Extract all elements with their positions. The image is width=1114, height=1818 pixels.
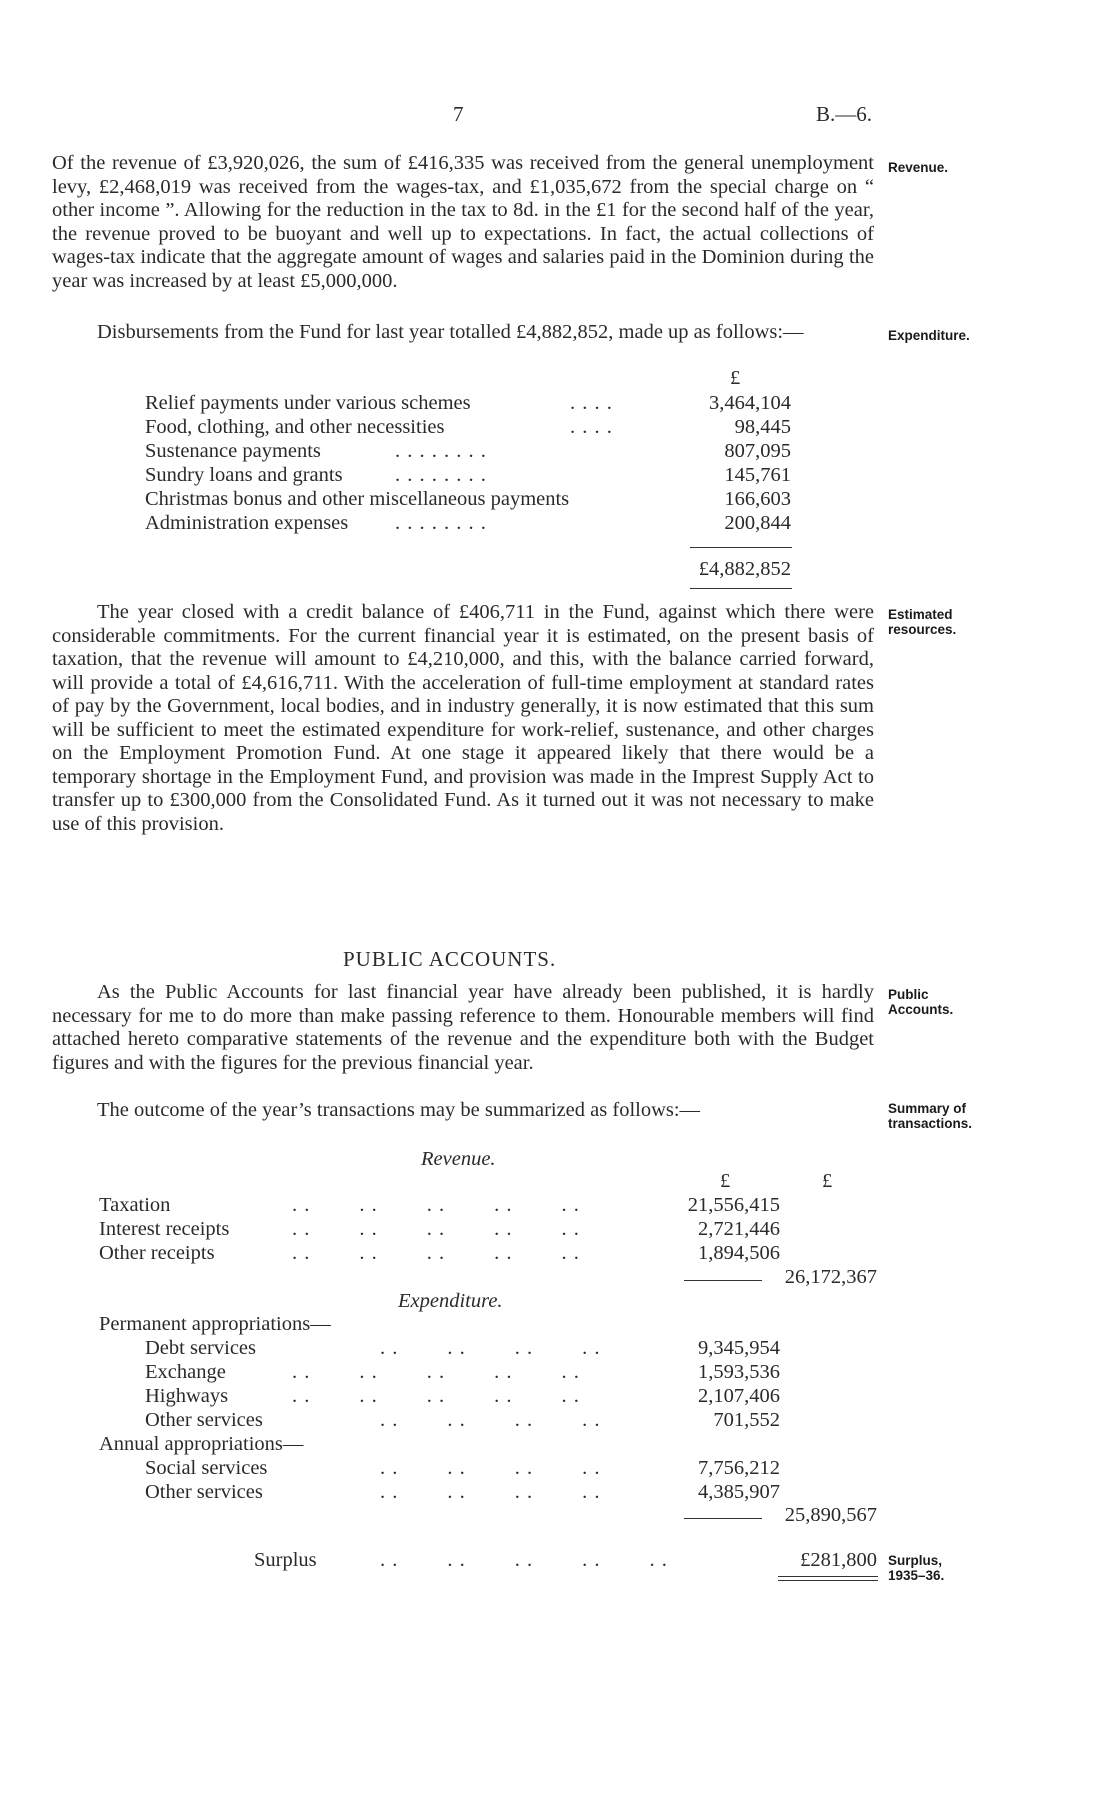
annual-appropriations-heading: Annual appropriations—	[99, 1433, 304, 1455]
disbursements-total-rule	[690, 547, 792, 548]
public-accounts-paragraph	[52, 981, 874, 1075]
leader-dots: . . . . . . . . . .	[292, 1385, 580, 1407]
margin-note-public-accounts: Public Accounts.	[888, 987, 954, 1017]
surplus-double-underline	[778, 1580, 878, 1581]
revenue-total: 26,172,367	[784, 1266, 877, 1288]
leader-dots: . . . . . . . . . .	[292, 1218, 580, 1240]
disbursement-leader-dots: . . . .	[570, 392, 613, 414]
summary-col-header-1: £	[720, 1170, 731, 1192]
disbursement-value: 807,095	[724, 440, 791, 462]
expenditure-label: Exchange	[145, 1361, 226, 1383]
expenditure-label: Social services	[145, 1457, 268, 1479]
revenue-label: Other receipts	[99, 1242, 215, 1264]
leader-dots: . . . . . . . .	[380, 1457, 601, 1479]
expenditure-total: 25,890,567	[784, 1504, 877, 1526]
revenue-value: 2,721,446	[698, 1218, 780, 1240]
leader-dots: . . . . . . . .	[380, 1337, 601, 1359]
disbursements-paragraph	[52, 321, 874, 345]
revenue-label: Interest receipts	[99, 1218, 230, 1240]
outcome-text: The outcome of the year’s transactions may be summarized as follows:—	[97, 1099, 701, 1121]
expenditure-label: Debt services	[145, 1337, 256, 1359]
disbursement-leader-dots: . . . . . . . .	[395, 464, 487, 486]
expenditure-label: Other services	[145, 1409, 263, 1431]
disbursement-leader-dots: . . . . . . . .	[395, 440, 487, 462]
disbursements-currency-header: £	[730, 367, 741, 389]
disbursement-label: Relief payments under various schemes	[145, 392, 471, 414]
page-number: 7	[453, 102, 464, 126]
revenue-text: Of the revenue of £3,920,026, the sum of £416,335 was received from the general unemployment levy, £2,468,019 was received from the wages-tax, and £1,035,672 from the special charge on “ other income ”. Allowing for the reduction in the tax to 8d. in the £1 for the second half of the year, the revenue proved to be buoyant and well up to expectations. In fact, the actual collections of wages-tax indicate that the aggregate amount of wages and salaries paid in the Dominion during the year was increased by at least £5,000,000.	[52, 152, 874, 292]
disbursement-value: 200,844	[724, 512, 791, 534]
leader-dots: . . . . . . . . . .	[380, 1549, 668, 1571]
surplus-label: Surplus	[254, 1549, 317, 1571]
surplus-underline	[778, 1576, 878, 1577]
permanent-appropriations-heading: Permanent appropriations—	[99, 1313, 331, 1335]
disbursement-leader-dots: . . . .	[570, 416, 613, 438]
margin-note-estimated-resources: Estimated resources.	[888, 607, 957, 637]
disbursement-value: 98,445	[734, 416, 791, 438]
outcome-paragraph	[52, 1099, 874, 1123]
public-accounts-heading: PUBLIC ACCOUNTS.	[343, 947, 557, 971]
document-reference: B.—6.	[816, 102, 873, 126]
expenditure-value: 1,593,536	[698, 1361, 780, 1383]
revenue-value: 21,556,415	[687, 1194, 780, 1216]
disbursement-label: Sundry loans and grants	[145, 464, 343, 486]
expenditure-value: 7,756,212	[698, 1457, 780, 1479]
leader-dots: . . . . . . . . . .	[292, 1194, 580, 1216]
margin-note-surplus: Surplus, 1935–36.	[888, 1553, 945, 1583]
disbursement-label: Sustenance payments	[145, 440, 321, 462]
leader-dots: . . . . . . . . . .	[292, 1242, 580, 1264]
disbursements-total: £4,882,852	[698, 558, 791, 580]
public-accounts-text: As the Public Accounts for last financial year have already been published, it is hardly necessary for me to do more than make passing reference to them. Honourable members will find attached hereto comparative statements of the revenue and the expenditure both with the Budget figures and with the figures for the previous financial year.	[52, 981, 874, 1074]
leader-dots: . . . . . . . .	[380, 1481, 601, 1503]
disbursement-value: 166,603	[724, 488, 791, 510]
summary-col-header-2: £	[822, 1170, 833, 1192]
revenue-heading: Revenue.	[421, 1148, 496, 1170]
estimated-resources-paragraph	[52, 601, 874, 836]
expenditure-value: 9,345,954	[698, 1337, 780, 1359]
disbursement-leader-dots: . . . . . . . .	[395, 512, 487, 534]
leader-dots: . . . . . . . . . .	[292, 1361, 580, 1383]
revenue-paragraph	[52, 152, 874, 293]
disbursement-value: 145,761	[724, 464, 791, 486]
expenditure-heading: Expenditure.	[398, 1290, 503, 1312]
disbursement-label: Christmas bonus and other miscellaneous payments	[145, 488, 570, 510]
margin-note-revenue: Revenue.	[888, 160, 949, 175]
disbursement-label: Administration expenses	[145, 512, 349, 534]
margin-note-expenditure: Expenditure.	[888, 328, 970, 343]
revenue-label: Taxation	[99, 1194, 171, 1216]
estimated-resources-text: The year closed with a credit balance of £406,711 in the Fund, against which there were considerable commitments. For the current financial year it is estimated, on the present basis of taxation, that the revenue will amount to £4,210,000, and this, with the balance carried forward, will provide a total of £4,616,711. With the acceleration of full-time employment at standard rates of pay by the Government, local bodies, and in industry generally, it is now estimated that this sum will be sufficient to meet the estimated expenditure for work-relief, sustenance, and other charges on the Employment Promotion Fund. At one stage it appeared likely that there would be a temporary shortage in the Employment Fund, and provision was made in the Imprest Supply Act to transfer up to £300,000 from the Consolidated Fund. As it turned out it was not necessary to make use of this provision.	[52, 601, 874, 835]
expenditure-label: Other services	[145, 1481, 263, 1503]
disbursement-value: 3,464,104	[709, 392, 791, 414]
expenditure-total-rule	[684, 1518, 762, 1519]
disbursements-total-underline	[690, 588, 792, 589]
revenue-total-rule	[684, 1280, 762, 1281]
expenditure-label: Highways	[145, 1385, 229, 1407]
disbursement-label: Food, clothing, and other necessities	[145, 416, 445, 438]
expenditure-value: 701,552	[713, 1409, 780, 1431]
leader-dots: . . . . . . . .	[380, 1409, 601, 1431]
expenditure-value: 2,107,406	[698, 1385, 780, 1407]
expenditure-value: 4,385,907	[698, 1481, 780, 1503]
disbursements-text: Disbursements from the Fund for last year totalled £4,882,852, made up as follows:—	[97, 321, 804, 343]
revenue-value: 1,894,506	[698, 1242, 780, 1264]
surplus-value: £281,800	[800, 1549, 877, 1571]
margin-note-summary: Summary of transactions.	[888, 1101, 973, 1131]
